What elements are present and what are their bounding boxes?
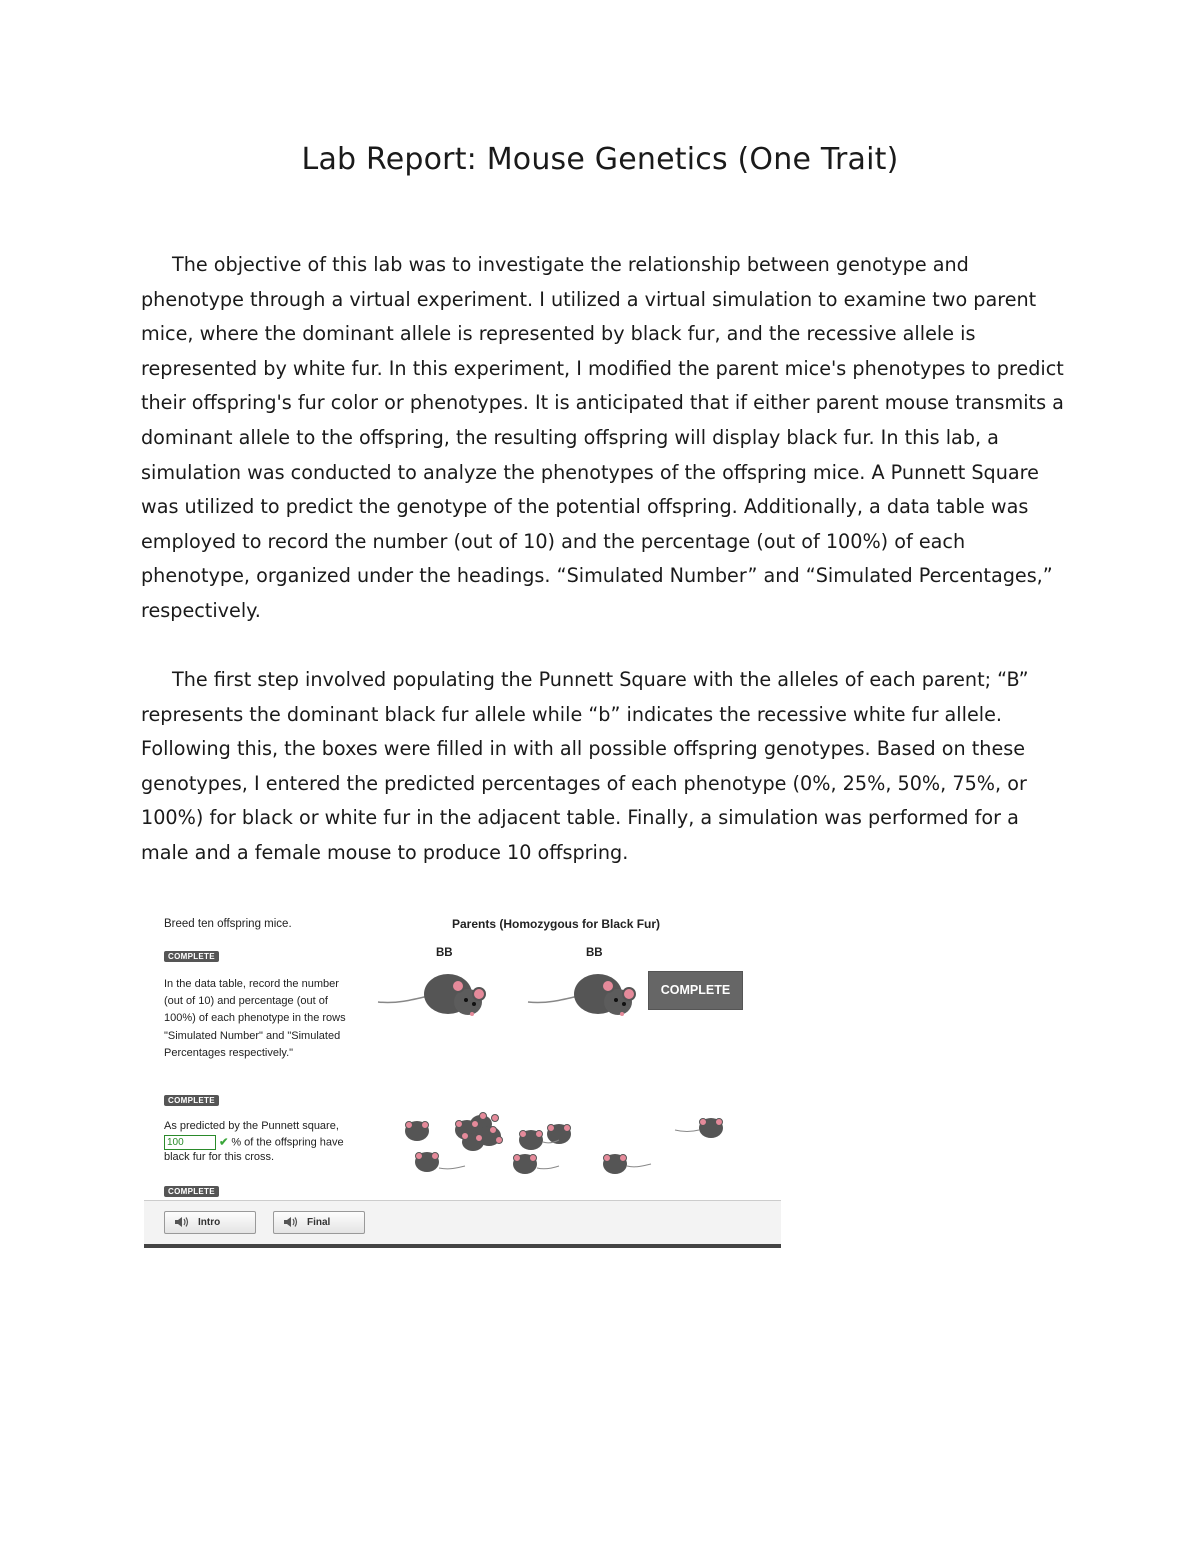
parent2-genotype: BB bbox=[586, 947, 603, 959]
paragraph-objective-text: The objective of this lab was to investigate the relationship between genotype and phenotype through a virtual experiment. I utilized a virtual simulation to examine two parent mice, where the dominant allele is represented by black fur, and the recessive allele is represented by white fur. In this experiment, I modified the parent mice's phenotypes to predict their offspring's fur color or phenotypes. It is anticipated that if either parent mouse transmits a dominant allele to the offspring, the resulting offspring will display black fur. In this lab, a simulation was conducted to analyze the phenotypes of the offspring mice. A Punnett Square was utilized to predict the genotype of the potential offspring. Additionally, a data table was employed to record the number (out of 10) and the percentage (out of 100%) of each phenotype, organized under the headings. “Simulated Number” and “Simulated Percentages,” respectively. bbox=[141, 253, 1064, 622]
parents-title: Parents (Homozygous for Black Fur) bbox=[452, 917, 661, 931]
task-record-text: In the data table, record the number (out of 10) and percentage (out of 100%) of each phenotype in the rows "Simulated Number" and "Simulated Percentages respectively." bbox=[164, 978, 346, 1059]
task-predict-after: % of the offspring have black fur for this cross. bbox=[164, 1135, 344, 1164]
parent-mouse-icon bbox=[526, 960, 642, 1024]
checkmark-icon: ✔ bbox=[219, 1135, 229, 1148]
page-title: Lab Report: Mouse Genetics (One Trait) bbox=[301, 142, 899, 177]
screenshot-bottom-border bbox=[144, 1244, 781, 1248]
paragraph-procedure-text: The first step involved populating the Punnett Square with the alleles of each parent; “B” represents the dominant black fur allele while “b” indicates the recessive white fur allele. Following this, the boxes were filled in with all possible offspring genotypes. Based on these genotypes, I entered the predicted percentages of each phenotype (0%, 25%, 50%, 75%, or 100%) for black or white fur in the adjacent table. Finally, a simulation was performed for a male and a female mouse to produce 10 offspring. bbox=[141, 668, 1029, 864]
speaker-icon bbox=[174, 1216, 190, 1228]
intro-audio-button[interactable] bbox=[164, 1211, 256, 1234]
speaker-icon bbox=[283, 1216, 299, 1228]
task-breed-text: Breed ten offspring mice. bbox=[164, 918, 292, 930]
paragraph-objective bbox=[141, 248, 1066, 629]
paragraph-procedure bbox=[141, 663, 1066, 871]
complete-badge-3: COMPLETE bbox=[164, 1186, 219, 1197]
complete-badge-1: COMPLETE bbox=[164, 951, 219, 962]
final-audio-button[interactable] bbox=[273, 1211, 365, 1234]
final-button-label: Final bbox=[307, 1217, 331, 1228]
complete-button[interactable]: COMPLETE bbox=[648, 971, 743, 1010]
task-predict-text bbox=[164, 1119, 350, 1166]
percentage-input[interactable]: 100 bbox=[164, 1135, 216, 1150]
simulation-screenshot bbox=[144, 902, 781, 1250]
offspring-mice-icon bbox=[399, 1112, 739, 1184]
parent1-genotype: BB bbox=[436, 947, 453, 959]
complete-badge-2: COMPLETE bbox=[164, 1095, 219, 1106]
task-predict-before: As predicted by the Punnett square, bbox=[164, 1120, 339, 1132]
parent-mouse-icon bbox=[376, 960, 492, 1024]
intro-button-label: Intro bbox=[198, 1217, 221, 1228]
